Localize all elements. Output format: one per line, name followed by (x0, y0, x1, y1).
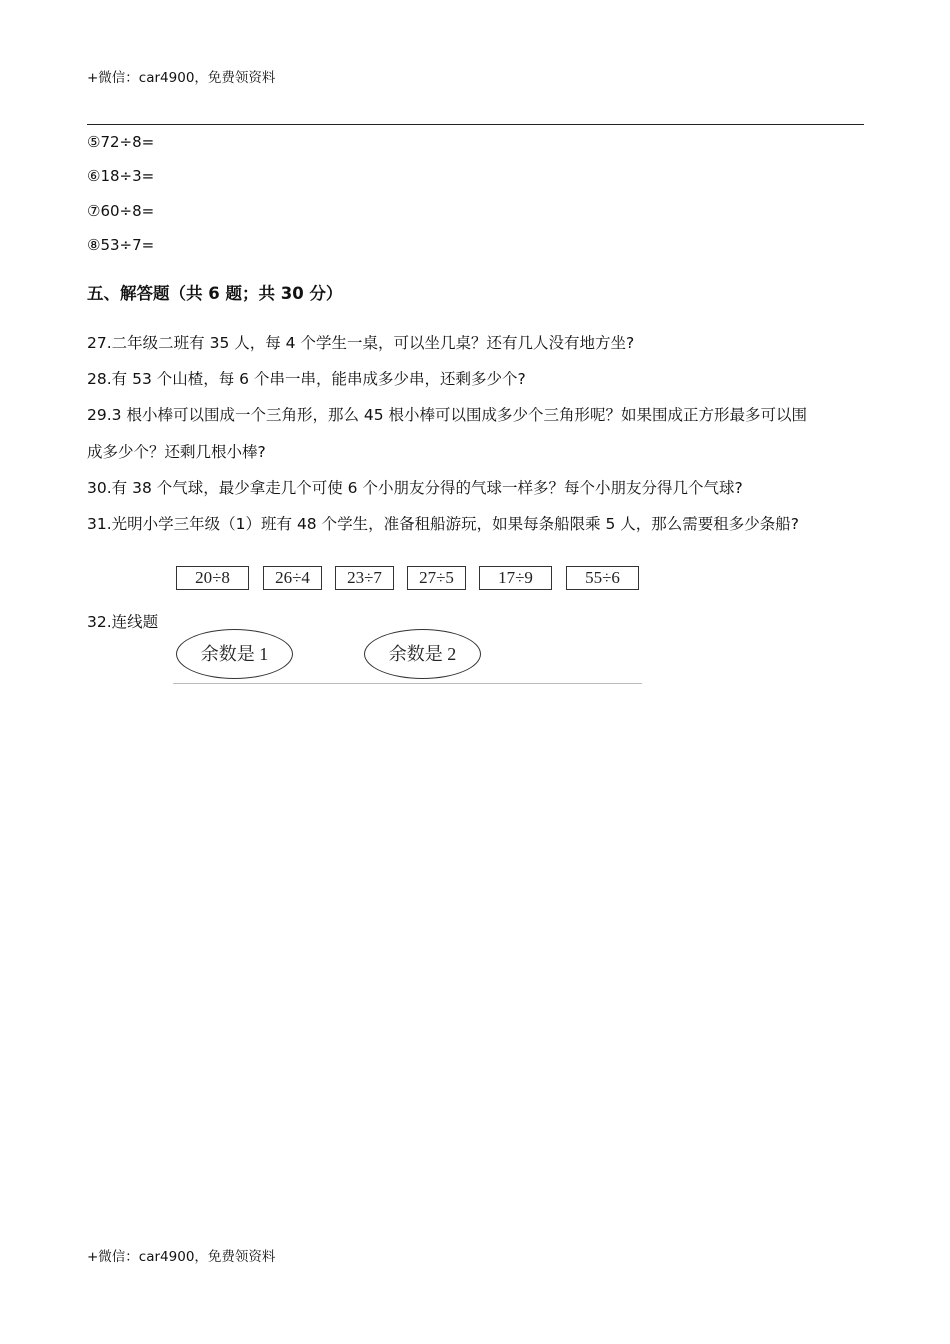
expression-box: 17÷9 (479, 566, 552, 590)
header-divider (87, 124, 864, 125)
question-28: 28.有 53 个山楂，每 6 个串一串，能串成多少串，还剩多少个? (87, 370, 526, 388)
question-29: 29.3 根小棒可以围成一个三角形，那么 45 根小棒可以围成多少个三角形呢？如果围成正方形最多可以围 (87, 406, 808, 424)
remainder-ellipse: 余数是 2 (364, 629, 481, 679)
header-note: +微信：car4900，免费领资料 (87, 70, 276, 86)
question-29-continued: 成多少个？还剩几根小棒? (87, 443, 266, 461)
footer-note: +微信：car4900，免费领资料 (87, 1249, 276, 1265)
expression-box: 27÷5 (407, 566, 466, 590)
question-31: 31.光明小学三年级（1）班有 48 个学生，准备租船游玩，如果每条船限乘 5 人，那么需要租多少条船? (87, 515, 800, 533)
question-30: 30.有 38 个气球，最少拿走几个可使 6 个小朋友分得的气球一样多？每个小朋友分得几个气球? (87, 479, 743, 497)
calculation-item: ⑦60÷8= (87, 202, 155, 220)
expression-box: 23÷7 (335, 566, 394, 590)
expression-box: 26÷4 (263, 566, 322, 590)
section-title: 五、解答题（共 6 题；共 30 分） (87, 284, 343, 303)
calculation-item: ⑤72÷8= (87, 133, 155, 151)
question-27: 27.二年级二班有 35 人，每 4 个学生一桌，可以坐几桌？还有几人没有地方坐? (87, 334, 635, 352)
expression-box: 20÷8 (176, 566, 249, 590)
remainder-ellipse: 余数是 1 (176, 629, 293, 679)
figure-baseline (173, 683, 642, 684)
expression-box: 55÷6 (566, 566, 639, 590)
question-32: 32.连线题 (87, 613, 159, 631)
calculation-item: ⑥18÷3= (87, 167, 155, 185)
calculation-item: ⑧53÷7= (87, 236, 155, 254)
